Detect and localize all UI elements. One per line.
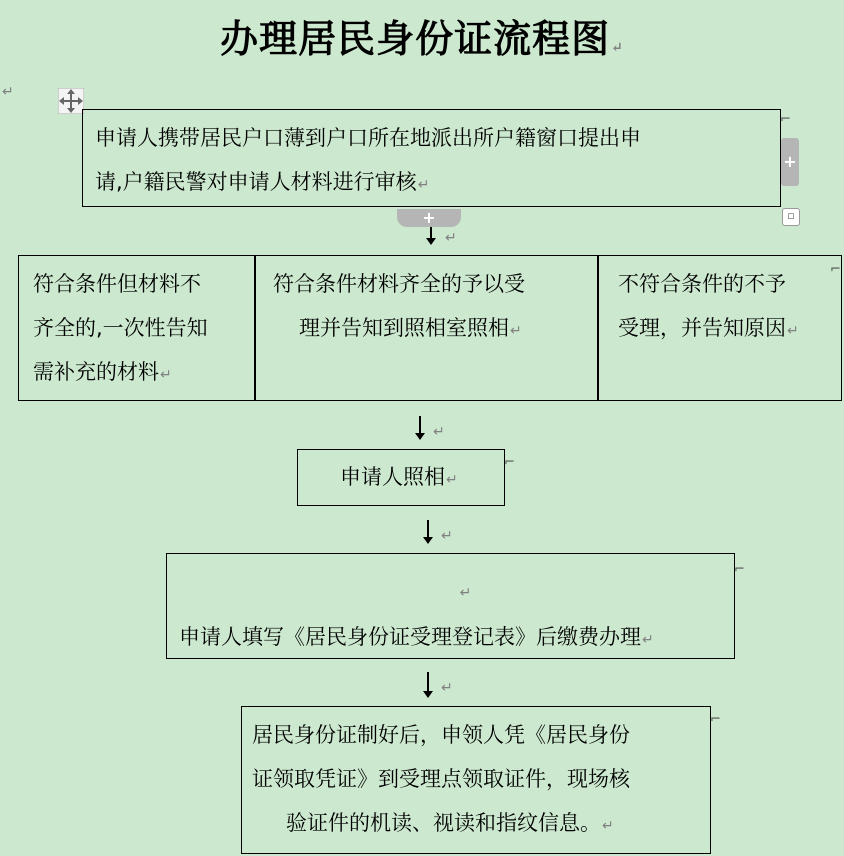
cell-end-mark: ⌐: [734, 562, 745, 577]
cell-end-mark: ⌐: [830, 262, 841, 277]
cell-end-mark: ⌐: [710, 712, 721, 727]
branch-middle-line2: 理并告知到照相室照相: [299, 316, 509, 340]
step4-text: 申请人填写《居民身份证受理登记表》后缴费办理: [179, 625, 641, 649]
paragraph-mark: ↵: [602, 818, 614, 834]
paragraph-mark: ↵: [611, 40, 624, 56]
paragraph-mark: ↵: [787, 323, 799, 339]
branch-right-box: [597, 255, 842, 401]
step4-box: [166, 553, 735, 659]
insert-column-handle-icon[interactable]: +: [781, 138, 799, 186]
flow-arrow: [430, 227, 432, 239]
paragraph-mark: ↵: [459, 585, 472, 601]
branch-left-box: [18, 255, 256, 401]
branch-row: [18, 255, 842, 401]
branch-middle-line1: 符合条件材料齐全的予以受: [273, 272, 525, 296]
step5-line2: 证领取凭证》到受理点领取证件，现场核: [252, 767, 630, 791]
flow-arrow: [419, 416, 421, 434]
paragraph-mark: ↵: [417, 177, 430, 193]
resize-handle-icon[interactable]: ▫: [782, 208, 800, 226]
step5-line1: 居民身份证制好后，申领人凭《居民身份: [252, 723, 630, 747]
branch-left-line1: 符合条件但材料不: [33, 272, 201, 296]
paragraph-mark: ↵: [446, 472, 458, 488]
step1-box: [82, 109, 781, 207]
page-title: 办理居民身份证流程图↵: [220, 16, 624, 61]
paragraph-mark: ↵: [445, 230, 457, 246]
paragraph-mark: ↵: [510, 323, 522, 339]
paragraph-mark: ↵: [642, 632, 654, 648]
paragraph-mark: ↵: [2, 84, 14, 100]
step5-box: [241, 706, 711, 854]
cell-end-mark: ⌐: [504, 455, 515, 470]
cell-end-mark: ⌐: [780, 112, 791, 127]
table-move-handle-icon[interactable]: [58, 88, 84, 114]
branch-right-line2: 受理，并告知原因: [618, 316, 786, 340]
branch-left-line3: 需补充的材料: [33, 360, 159, 384]
branch-middle-box: [254, 255, 599, 401]
step1-line2: 请,户籍民警对申请人材料进行审核: [95, 170, 417, 194]
step3-text: 申请人照相: [340, 465, 445, 489]
step1-line1: 申请人携带居民户口薄到户口所在地派出所户籍窗口提出申: [95, 126, 641, 150]
paragraph-mark: ↵: [441, 680, 453, 696]
paragraph-mark: ↵: [441, 528, 453, 544]
flow-arrow: [427, 672, 429, 692]
insert-row-handle-icon[interactable]: +: [397, 209, 461, 227]
branch-right-line1: 不符合条件的不予: [618, 272, 786, 296]
step3-box: [297, 449, 505, 506]
paragraph-mark: ↵: [160, 367, 172, 383]
paragraph-mark: ↵: [433, 424, 445, 440]
step5-line3: 验证件的机读、视读和指纹信息。: [286, 811, 601, 835]
flow-arrow: [427, 520, 429, 538]
branch-left-line2: 齐全的,一次性告知: [33, 316, 208, 340]
